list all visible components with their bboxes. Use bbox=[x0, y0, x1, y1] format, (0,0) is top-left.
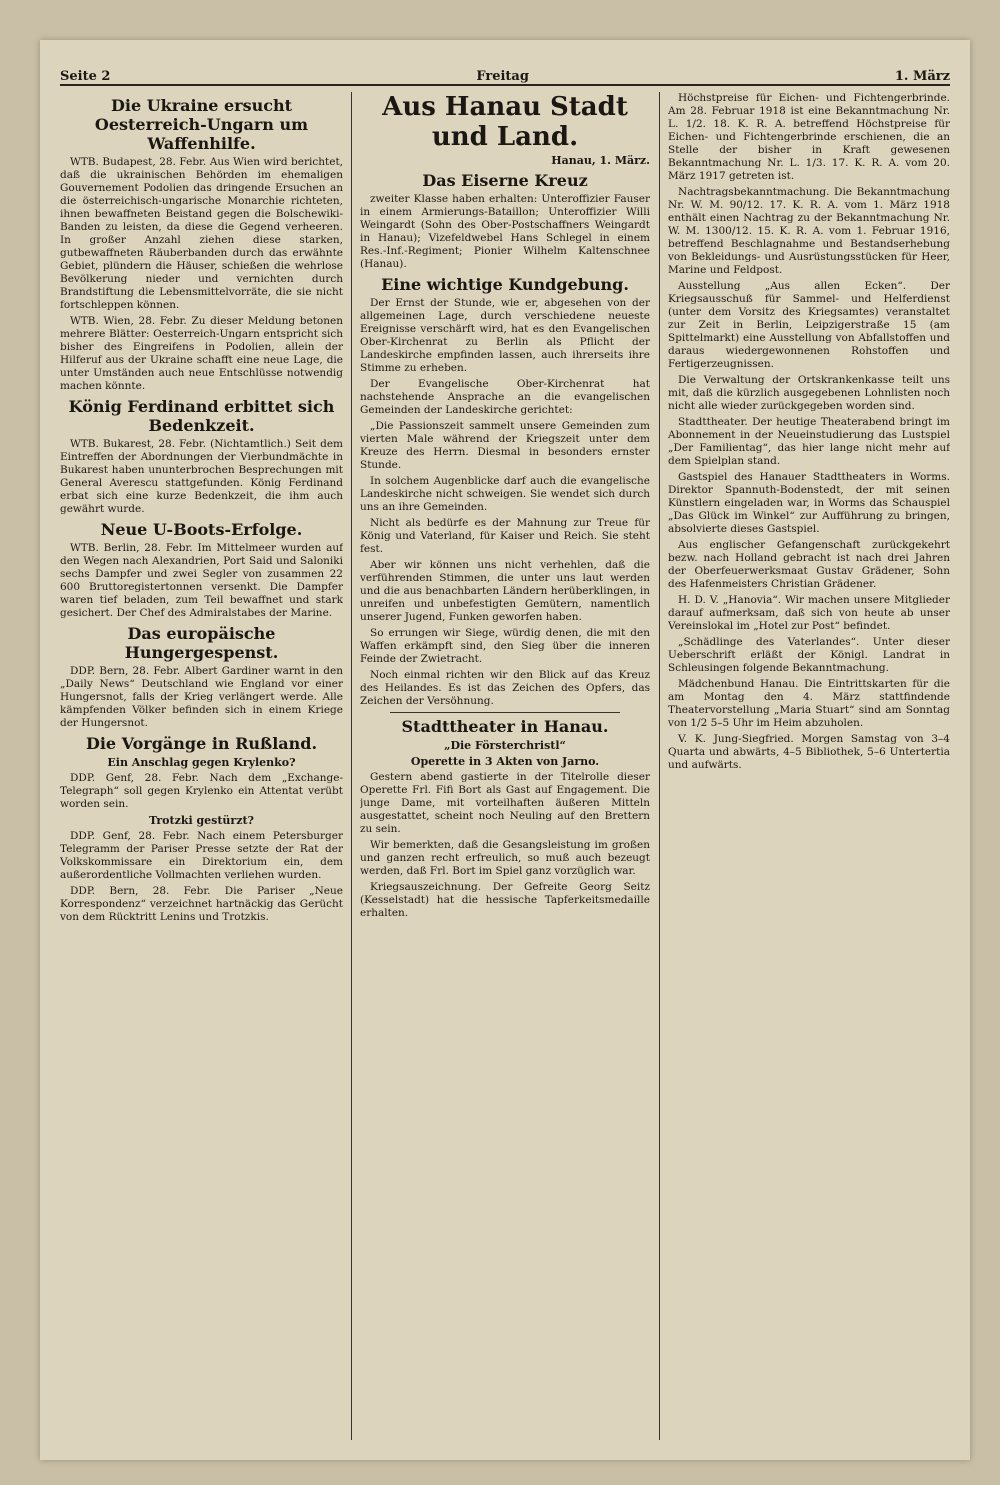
headline-uboot: Neue U-Boots-Erfolge. bbox=[100, 520, 303, 539]
column-3 bbox=[668, 92, 950, 1440]
article-paragraph: Der Ernst der Stunde, wie er, abgesehen von der allgemeinen Lage, durch verschiedene neueste Ereignisse verschärft wird, hat es den Evangelischen Ober-Kirchenrat zu Berlin als Pflicht der Landeskirche empfinden lassen, auch ihrerseits ihre Stimme zu erheben. bbox=[360, 297, 650, 374]
article-paragraph: Noch einmal richten wir den Blick auf das Kreuz des Heilandes. Es ist das Zeichen des Opfers, das Zeichen der Versöhnung. bbox=[360, 669, 650, 707]
play-title: „Die Försterchristl“ bbox=[444, 739, 566, 752]
column-rule-1 bbox=[351, 92, 352, 1440]
article-paragraph: DDP. Bern, 28. Febr. Albert Gardiner warnt in den „Daily News“ Deutschland wie England vor einer Hungersnot, falls der Krieg verlängert werde. Alle kämpfenden Völker befinden sich in einem Kriege der Hungersnot. bbox=[60, 665, 343, 729]
notice-paragraph: Gastspiel des Hanauer Stadttheaters in Worms. Direktor Spannuth-Bodenstedt, der mit seinen Künstlern eingeladen war, in Worms das Schauspiel „Das Glück im Winkel“ zur Aufführung zu bringen, absolvierte dieses Gastspiel. bbox=[668, 471, 950, 535]
subheading: Trotzki gestürzt? bbox=[148, 814, 254, 827]
separator bbox=[390, 712, 620, 713]
column-rule-2 bbox=[659, 92, 660, 1440]
headline-ferdinand: König Ferdinand erbittet sich Bedenkzeit. bbox=[68, 397, 335, 435]
newspaper-page bbox=[40, 40, 970, 1460]
notice-paragraph: Mädchenbund Hanau. Die Eintrittskarten für die am Montag den 4. März stattfindende Theatervorstellung „Maria Stuart“ sind am Sonntag von 1/2 5–5 Uhr im Heim abzuholen. bbox=[668, 678, 950, 729]
article-paragraph: So errungen wir Siege, würdig denen, die mit den Waffen erkämpft sind, den Sieg über die inneren Feinde der Zwietracht. bbox=[360, 627, 650, 665]
article-paragraph: WTB. Wien, 28. Febr. Zu dieser Meldung betonen mehrere Blätter: Oesterreich-Ungarn entspricht sich bisher des Eingreifens in Podolien, allein der Hilferuf aus der Ukraine schafft eine neue Lage, die unter Umständen auch neue Entschlüsse notwendig machen könnte. bbox=[60, 315, 343, 392]
notice-paragraph: Stadttheater. Der heutige Theaterabend bringt im Abonnement in der Neueinstudierung das Lustspiel „Der Familientag“, das hier lange nicht mehr auf dem Spielplan stand. bbox=[668, 416, 950, 467]
article-paragraph: Der Evangelische Ober-Kirchenrat hat nachstehende Ansprache an die evangelischen Gemeinden der Landeskirche gerichtet: bbox=[360, 378, 650, 416]
article-paragraph: WTB. Bukarest, 28. Febr. (Nichtamtlich.) Seit dem Eintreffen der Abordnungen der Vierbundmächte in Bukarest haben ununterbrochen Besprechungen mit General Averescu stattgefunden. König Ferdinand erbat sich eine kurze Bedenkzeit, die ihm auch gewährt wurde. bbox=[60, 438, 343, 515]
notice-paragraph: V. K. Jung-Siegfried. Morgen Samstag von 3–4 Quarta und abwärts, 4–5 Bibliothek, 5–6 Untertertia und aufwärts. bbox=[668, 733, 950, 771]
notice-paragraph: Kriegsauszeichnung. Der Gefreite Georg Seitz (Kesselstadt) hat die hessische Tapferkeitsmedaille erhalten. bbox=[360, 881, 650, 919]
notice-paragraph: Ausstellung „Aus allen Ecken“. Der Kriegsausschuß für Sammel- und Helferdienst (unter dem Vorsitz des Kriegsamtes) veranstaltet zur Zeit in Berlin, Leipzigerstraße 15 (am Spittelmarkt) eine Ausstellung von Abfallstoffen und daraus wiedergewonnenen Rohstoffen und Fertigerzeugnissen. bbox=[668, 280, 950, 370]
notice-paragraph: Höchstpreise für Eichen- und Fichtengerbrinde. Am 28. Februar 1918 ist eine Bekanntmachung Nr. L. 1/2. 18. K. R. A. betreffend Höchstpreise für Eichen- und Fichtengerbrinde erschienen, die an Stelle der bisher in Kraft gewesenen Bekanntmachung Nr. L. 1/3. 17. K. R. A. vom 20. März 1917 getreten ist. bbox=[668, 92, 950, 182]
notice-paragraph: Aus englischer Gefangenschaft zurückgekehrt bezw. nach Holland gebracht ist nach drei Jahren der Oberfeuerwerksmaat Gustav Grädener, Sohn des Hafenmeisters Christian Grädener. bbox=[668, 539, 950, 590]
weekday: Freitag bbox=[476, 69, 529, 84]
column-1 bbox=[60, 92, 343, 1440]
headline-hunger: Das europäische Hungergespenst. bbox=[124, 624, 279, 662]
article-paragraph: WTB. Budapest, 28. Febr. Aus Wien wird berichtet, daß die ukrainischen Behörden im ehemaligen Gouvernement Podolien das dringende Ersuchen an die österreichisch-ungarische Monarchie richteten, ihnen bewaffneten Beistand gegen die Bolschewiki-Banden zu leisten, da diese die Gegend verheeren. In großer Anzahl ziehen diese starken, gutbewaffneten Räuberbanden durch das erwähnte Gebiet, plündern die Häuser, schießen die wehrlose Bevölkerung nieder und vernichten durch Brandstiftung die Lebensmittelvorräte, die sie nicht fortschleppen können. bbox=[60, 156, 343, 311]
page-number: Seite 2 bbox=[60, 69, 111, 84]
article-paragraph: Wir bemerkten, daß die Gesangsleistung im großen und ganzen recht erfreulich, so muß auch bezeugt werden, daß Frl. Bort im Spiel ganz vorzüglich war. bbox=[360, 839, 650, 877]
headline-stadttheater: Stadttheater in Hanau. bbox=[401, 717, 609, 736]
notice-paragraph: H. D. V. „Hanovia“. Wir machen unsere Mitglieder darauf aufmerksam, daß sich von heute ab unser Vereinslokal im „Hotel zur Post“ befindet. bbox=[668, 594, 950, 632]
article-paragraph: DDP. Genf, 28. Febr. Nach einem Petersburger Telegramm der Pariser Presse setzte der Rat der Volkskommissare ein Direktorium ein, dem außerordentliche Vollmachten verliehen wurden. bbox=[60, 830, 343, 881]
article-paragraph: DDP. Genf, 28. Febr. Nach dem „Exchange-Telegraph“ soll gegen Krylenko ein Attentat verübt worden sein. bbox=[60, 772, 343, 810]
article-paragraph: DDP. Bern, 28. Febr. Die Pariser „Neue Korrespondenz“ verzeichnet hartnäckig das Gerücht von dem Rücktritt Lenins und Trotzkis. bbox=[60, 885, 343, 923]
issue-date: 1. März bbox=[894, 69, 950, 84]
article-paragraph: zweiter Klasse haben erhalten: Unteroffizier Fauser in einem Armierungs-Bataillon; Unteroffizier Willi Weingardt (Sohn des Ober-Postschaffners Weingardt in Hanau); Vizefeldwebel Hans Schlegel in einem Res.-Inf.-Regiment; Pionier Wilhelm Kaltenschnee (Hanau). bbox=[360, 193, 650, 270]
article-paragraph: Aber wir können uns nicht verhehlen, daß die verführenden Stimmen, die unter uns laut werden und die aus benachbarten Ländern herüberklingen, in unreifen und unbefestigten Gemütern, namentlich unserer Jugend, Funken geworfen haben. bbox=[360, 559, 650, 623]
notice-paragraph: Nachtragsbekanntmachung. Die Bekanntmachung Nr. W. M. 90/12. 17. K. R. A. vom 1. März 1918 enthält einen Nachtrag zu der Bekanntmachung Nr. W. M. 1300/12. 15. K. R. A. vom 1. Februar 1916, betreffend Beschlagnahme und Bestandserhebung von Bekleidungs- und Ausrüstungsstücken für Heer, Marine und Feldpost. bbox=[668, 186, 950, 276]
subheading: Ein Anschlag gegen Krylenko? bbox=[107, 756, 296, 769]
headline-eisernes-kreuz: Das Eiserne Kreuz bbox=[422, 171, 588, 190]
headline-russland: Die Vorgänge in Rußland. bbox=[85, 734, 318, 753]
column-2 bbox=[360, 92, 650, 1440]
article-paragraph: WTB. Berlin, 28. Febr. Im Mittelmeer wurden auf den Wegen nach Alexandrien, Port Said und Saloniki sechs Dampfer und zwei Segler von zusammen 22 600 Bruttoregistertonnen versenkt. Die Dampfer waren tief beladen, zum Teil bewaffnet und stark gesichert. Der Chef des Admiralstabes der Marine. bbox=[60, 542, 343, 619]
masthead bbox=[60, 62, 950, 86]
notice-paragraph: „Schädlinge des Vaterlandes“. Unter dieser Ueberschrift erläßt der Königl. Landrat in Schleusingen folgende Bekanntmachung. bbox=[668, 636, 950, 674]
headline-ukraine: Die Ukraine ersucht Oesterreich-Ungarn um Waffenhilfe. bbox=[94, 96, 309, 153]
article-paragraph: Nicht als bedürfe es der Mahnung zur Treue für König und Vaterland, für Kaiser und Reich. Sie steht fest. bbox=[360, 517, 650, 555]
article-paragraph: Gestern abend gastierte in der Titelrolle dieser Operette Frl. Fifi Bort als Gast auf Engagement. Die junge Dame, mit vorteilhaften äußeren Mitteln ausgestattet, scheint noch Neuling auf den Brettern zu sein. bbox=[360, 771, 650, 835]
headline-kundgebung: Eine wichtige Kundgebung. bbox=[381, 275, 629, 294]
dateline: Hanau, 1. März. bbox=[551, 154, 650, 167]
article-paragraph: In solchem Augenblicke darf auch die evangelische Landeskirche nicht schweigen. Sie wendet sich durch uns an ihre Gemeinden. bbox=[360, 475, 650, 513]
section-title: Aus Hanau Stadt und Land. bbox=[382, 92, 628, 152]
notice-paragraph: Die Verwaltung der Ortskrankenkasse teilt uns mit, daß die kürzlich ausgegebenen Lohnlisten noch nicht alle wieder zurückgegeben worden sind. bbox=[668, 374, 950, 412]
play-subtitle: Operette in 3 Akten von Jarno. bbox=[410, 755, 600, 768]
article-paragraph: „Die Passionszeit sammelt unsere Gemeinden zum vierten Male während der Kriegszeit unter dem Kreuze des Herrn. Diesmal in besonders ernster Stunde. bbox=[360, 420, 650, 471]
